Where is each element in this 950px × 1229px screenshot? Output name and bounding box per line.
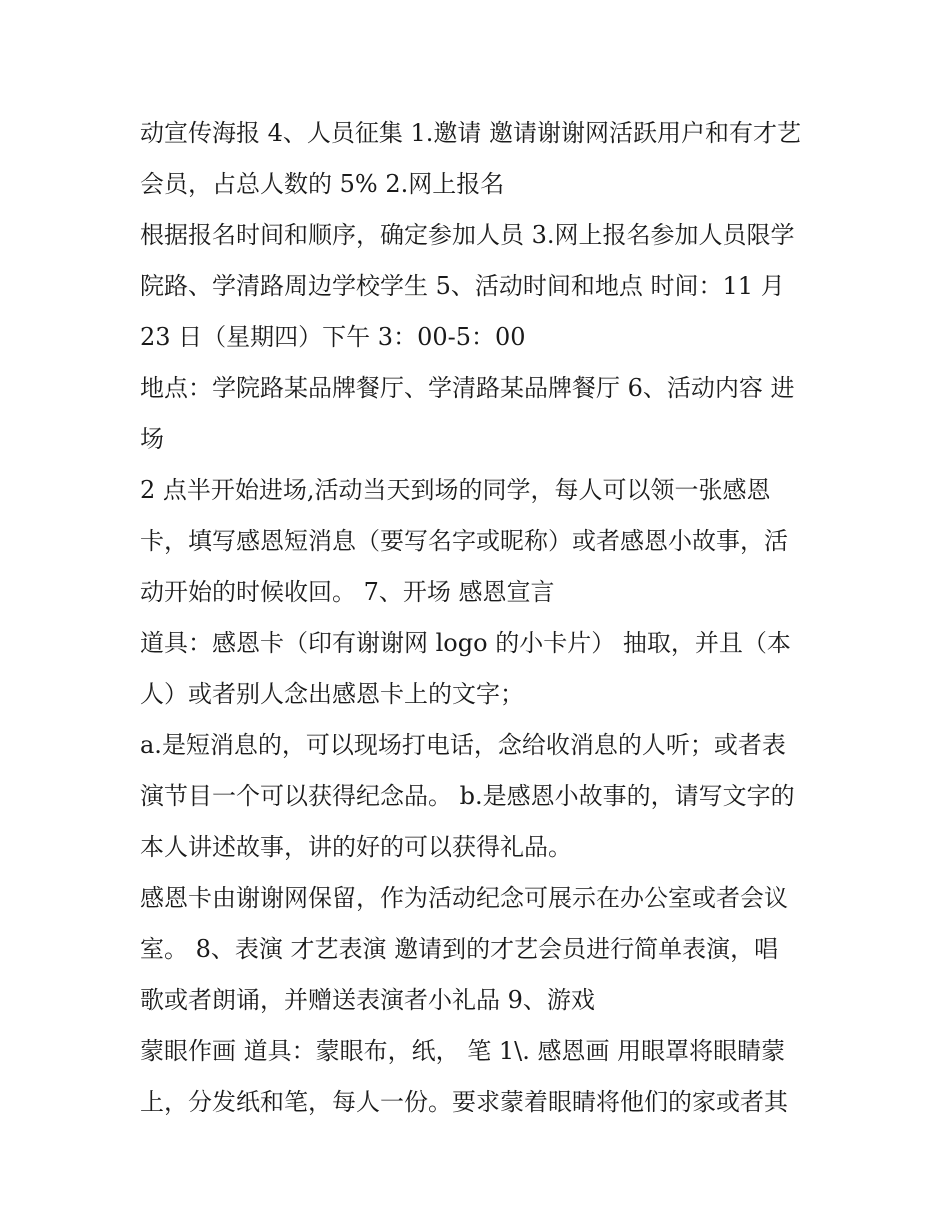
text-line: 根据报名时间和顺序，确定参加人员 3.网上报名参加人员限学 xyxy=(140,221,795,249)
text-line: 上，分发纸和笔，每人一份。要求蒙着眼睛将他们的家或者其 xyxy=(140,1088,788,1116)
text-line: 动开始的时候收回。 7、开场 感恩宣言 xyxy=(140,578,555,606)
text-line: 2 点半开始进场,活动当天到场的同学，每人可以领一张感恩 xyxy=(140,476,771,504)
text-line: 23 日（星期四）下午 3：00-5：00 xyxy=(140,323,526,351)
text-line: 歌或者朗诵，并赠送表演者小礼品 9、游戏 xyxy=(140,986,595,1014)
text-line: 人）或者别人念出感恩卡上的文字； xyxy=(140,680,524,708)
document-body xyxy=(140,108,830,1128)
text-line: 场 xyxy=(140,425,164,453)
text-line: 道具：感恩卡（印有谢谢网 logo 的小卡片） 抽取，并且（本 xyxy=(140,629,791,657)
text-line: 会员，占总人数的 5% 2.网上报名 xyxy=(140,170,505,198)
text-line: 室。 8、表演 才艺表演 邀请到的才艺会员进行简单表演，唱 xyxy=(140,935,779,963)
text-line: 本人讲述故事，讲的好的可以获得礼品。 xyxy=(140,833,572,861)
text-line: 蒙眼作画 道具：蒙眼布，纸， 笔 1\. 感恩画 用眼罩将眼睛蒙 xyxy=(140,1037,786,1065)
text-line: 感恩卡由谢谢网保留，作为活动纪念可展示在办公室或者会议 xyxy=(140,884,788,912)
text-line: a.是短消息的，可以现场打电话，念给收消息的人听；或者表 xyxy=(140,731,786,759)
text-line: 演节目一个可以获得纪念品。 b.是感恩小故事的，请写文字的 xyxy=(140,782,795,810)
text-line: 动宣传海报 4、人员征集 1.邀请 邀请谢谢网活跃用户和有才艺 xyxy=(140,119,802,147)
text-line: 卡，填写感恩短消息（要写名字或昵称）或者感恩小故事，活 xyxy=(140,527,788,555)
text-line: 地点：学院路某品牌餐厅、学清路某品牌餐厅 6、活动内容 进 xyxy=(140,374,795,402)
text-line: 院路、学清路周边学校学生 5、活动时间和地点 时间：11 月 xyxy=(140,272,785,300)
